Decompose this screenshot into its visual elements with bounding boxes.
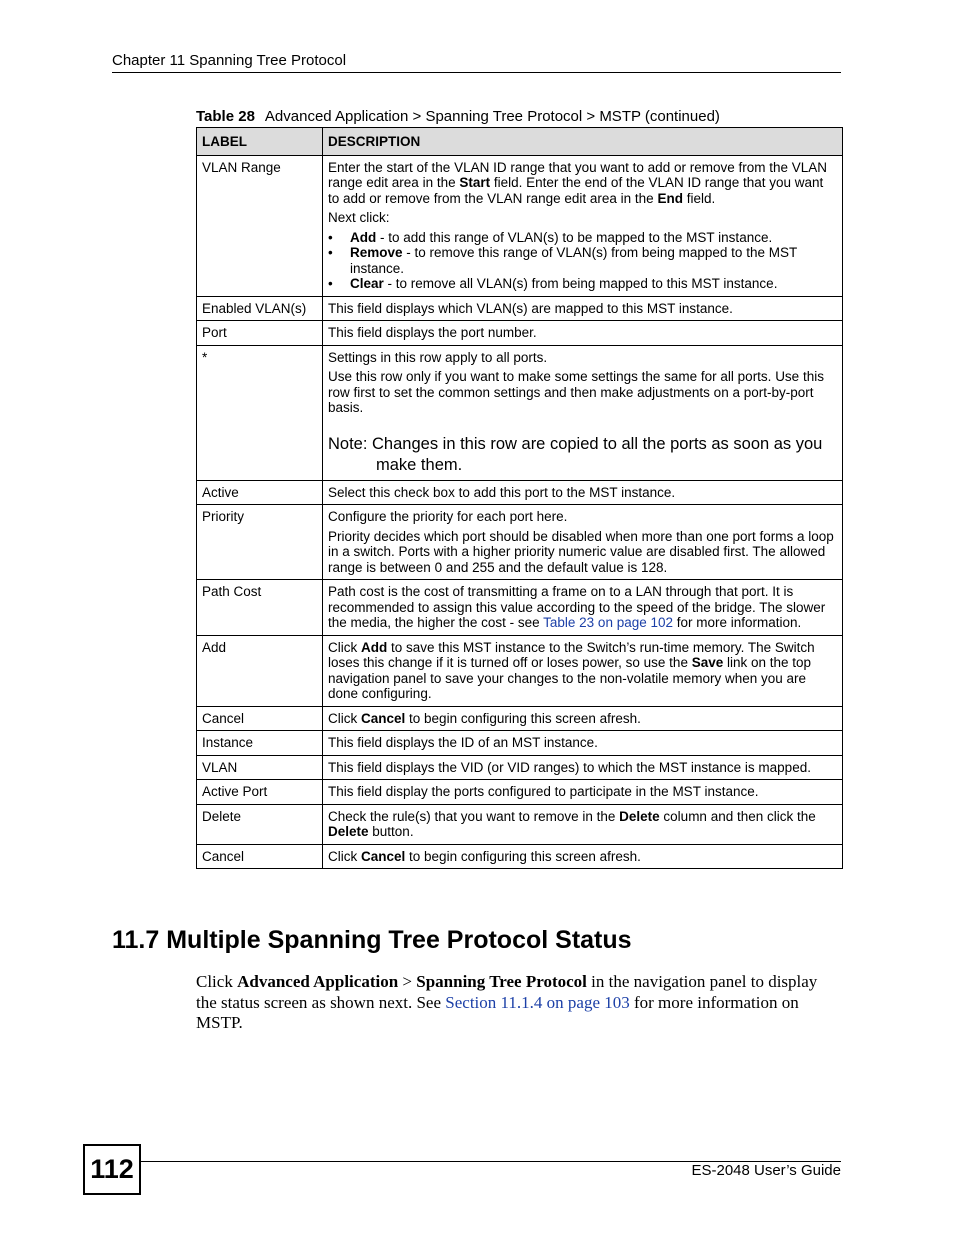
- row-description: This field displays which VLAN(s) are mapped to this MST instance.: [323, 296, 843, 321]
- text-run: for more information on MSTP.: [196, 992, 799, 1032]
- table-row: [197, 505, 843, 580]
- row-label: Path Cost: [197, 580, 323, 636]
- bold-term: Add: [350, 229, 377, 245]
- text-run: field.: [682, 190, 716, 206]
- text-run: Click: [196, 972, 238, 991]
- description-paragraph: Settings in this row apply to all ports.: [328, 349, 548, 365]
- bold-term: Delete: [619, 808, 660, 824]
- row-label: VLAN Range: [197, 155, 323, 296]
- row-label: Priority: [197, 505, 323, 580]
- table-row: [197, 780, 843, 805]
- bold-term: Start: [459, 175, 491, 190]
- list-item: [328, 276, 837, 292]
- row-description: This field displays the VID (or VID ranges) to which the MST instance is mapped.: [323, 755, 843, 780]
- row-description: This field displays the ID of an MST instance.: [323, 731, 843, 756]
- bold-term: Cancel: [361, 710, 406, 726]
- table-row: [197, 580, 843, 636]
- text-run: button.: [368, 824, 414, 839]
- text-run: - to remove all VLAN(s) from being mapped to this MST instance.: [383, 276, 778, 291]
- row-label: Active Port: [197, 780, 323, 805]
- row-description: [323, 635, 843, 706]
- text-run: - to add this range of VLAN(s) to be mapped to the MST instance.: [376, 229, 773, 245]
- row-description: This field displays the port number.: [323, 321, 843, 346]
- running-header: Chapter 11 Spanning Tree Protocol: [112, 52, 841, 73]
- page-number: 112: [83, 1144, 141, 1195]
- bold-term: Cancel: [361, 848, 406, 864]
- table-row: [197, 731, 843, 756]
- text-run: Check the rule(s) that you want to remove in the: [328, 808, 620, 824]
- section-heading: 11.7 Multiple Spanning Tree Protocol Status: [112, 926, 632, 954]
- row-label: Add: [197, 635, 323, 706]
- row-description: This field display the ports configured to participate in the MST instance.: [323, 780, 843, 805]
- table-row: [197, 155, 843, 296]
- row-label: Instance: [197, 731, 323, 756]
- bold-term: Spanning Tree Protocol: [416, 972, 587, 991]
- description-paragraph: [328, 160, 837, 207]
- text-run: Click: [328, 848, 361, 864]
- row-label: Cancel: [197, 844, 323, 869]
- bold-term: Add: [361, 639, 388, 655]
- text-run: to save this MST instance to the Switch’s run-time memory. The Switch loses this change if it is turned off or loses power, so use the: [328, 639, 815, 670]
- table-caption: [196, 108, 842, 125]
- table-header-row: [197, 128, 843, 156]
- description-paragraph: Configure the priority for each port here.: [328, 509, 568, 524]
- row-description: Select this check box to add this port to the MST instance.: [323, 480, 843, 505]
- table-row: [197, 755, 843, 780]
- column-header-description: DESCRIPTION: [323, 128, 843, 156]
- row-label: Delete: [197, 804, 323, 844]
- description-paragraph: Use this row only if you want to make some settings the same for all ports. Use this row first to set the common settings and then make adjustments on a port-by-port basis.: [328, 369, 824, 415]
- note-text: Note: Changes in this row are copied to all the ports as soon as you make them.: [328, 434, 823, 474]
- table-row: [197, 706, 843, 731]
- text-run: field. Enter the end of the VLAN ID range that you want to add or remove from the VLAN range edit area in the: [328, 175, 824, 206]
- text-run: >: [398, 972, 417, 991]
- text-run: for more information.: [673, 615, 802, 630]
- bold-term: Clear: [350, 276, 384, 291]
- row-description: [323, 804, 843, 844]
- row-description: [323, 580, 843, 636]
- bold-term: End: [657, 190, 683, 206]
- row-description: [323, 505, 843, 580]
- table-row: [197, 635, 843, 706]
- row-label: *: [197, 345, 323, 480]
- mstp-field-table: [196, 127, 843, 869]
- cross-reference-link[interactable]: Table 23 on page 102: [543, 615, 674, 630]
- table-row: [197, 345, 843, 480]
- row-label: VLAN: [197, 755, 323, 780]
- description-paragraph: Priority decides which port should be disabled when more than one port forms a loop in a switch. Ports with a higher priority numeric value are disabled first. The allowed range is between 0 and 255 and the default value is 128.: [328, 528, 834, 575]
- row-label: Enabled VLAN(s): [197, 296, 323, 321]
- table-number: Table 28: [196, 108, 255, 125]
- guide-title: ES-2048 User’s Guide: [691, 1162, 841, 1179]
- text-run: - to remove this range of VLAN(s) from being mapped to the MST instance.: [350, 245, 797, 276]
- text-run: Click: [328, 710, 361, 726]
- text-run: Enter the start of the VLAN ID range that you want to add or remove from the VLAN range edit area in the: [328, 159, 828, 190]
- bold-term: Save: [691, 655, 724, 670]
- row-description: [323, 844, 843, 869]
- list-item: [328, 230, 837, 246]
- list-item: [328, 245, 837, 276]
- row-label: Active: [197, 480, 323, 505]
- row-description: [323, 706, 843, 731]
- column-header-label: LABEL: [197, 128, 323, 156]
- text-run: to begin configuring this screen afresh.: [405, 710, 641, 726]
- text-run: in the navigation panel to display the status screen as shown next. See: [196, 972, 818, 1012]
- text-run: Click: [328, 639, 361, 655]
- table-row: [197, 480, 843, 505]
- table-row: [197, 296, 843, 321]
- table-row: [197, 321, 843, 346]
- table-row: [197, 804, 843, 844]
- text-run: to begin configuring this screen afresh.: [405, 848, 641, 864]
- bold-term: Advanced Application: [237, 972, 399, 991]
- table-title: Advanced Application > Spanning Tree Protocol > MSTP (continued): [264, 108, 720, 125]
- text-run: Path cost is the cost of transmitting a frame on to a LAN through that port. It is recommended to assign this value according to the speed of the bridge. The slower the media, the higher the cost - see: [328, 584, 826, 630]
- text-run: link on the top navigation panel to save your changes to the non-volatile memory when you are done configuring.: [328, 655, 812, 701]
- cross-reference-link[interactable]: Section 11.1.4 on page 103: [445, 992, 630, 1012]
- row-description: [323, 345, 843, 480]
- bold-term: Delete: [328, 824, 369, 839]
- bold-term: Remove: [350, 245, 403, 260]
- row-label: Port: [197, 321, 323, 346]
- description-paragraph: Next click:: [328, 210, 390, 225]
- bullet-list: [328, 230, 837, 292]
- row-label: Cancel: [197, 706, 323, 731]
- text-run: column and then click the: [659, 808, 816, 824]
- table-row: [197, 844, 843, 869]
- section-body-paragraph: [196, 972, 836, 1034]
- row-description: [323, 155, 843, 296]
